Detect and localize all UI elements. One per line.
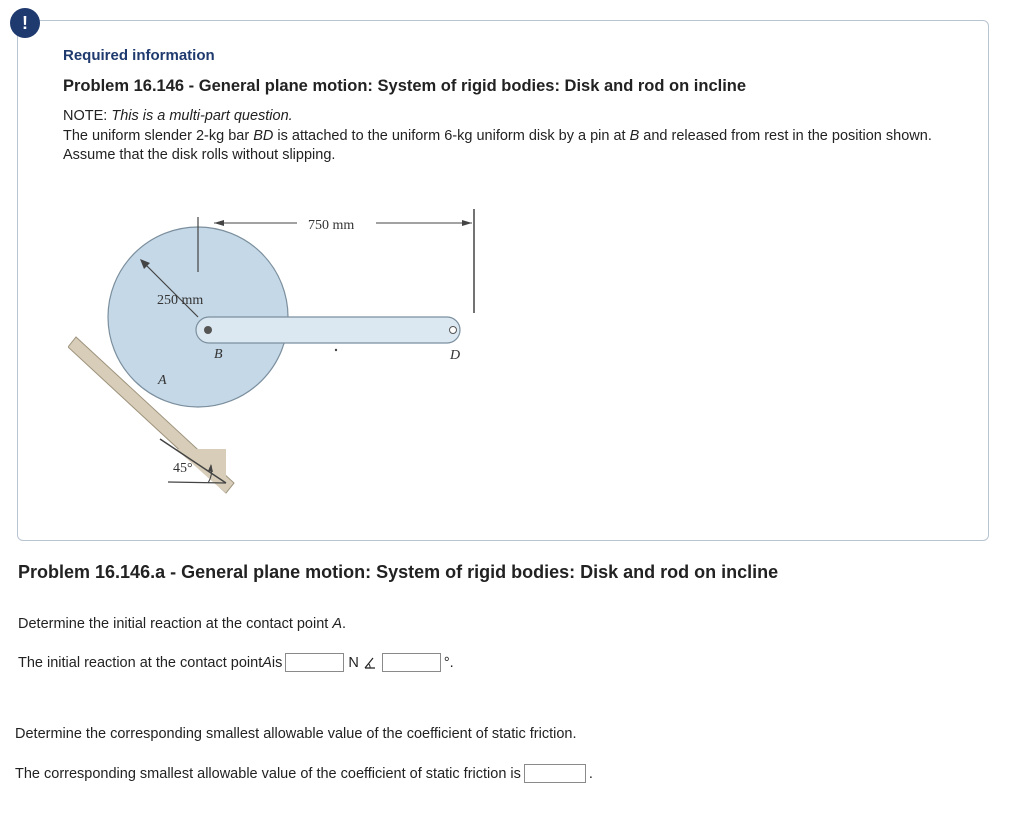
dimension-arrow-left bbox=[214, 220, 224, 226]
rod-bd bbox=[196, 317, 460, 343]
disk-rod-figure bbox=[68, 187, 508, 507]
question-friction: Determine the corresponding smallest allowable value of the coefficient of static friction. bbox=[15, 726, 577, 742]
problem-description: The uniform slender 2-kg bar BD is attached to the uniform 6-kg uniform disk by a pin at B and released from rest in the position shown. Assume that the disk rolls without slipping. bbox=[63, 128, 932, 163]
degree-symbol: °. bbox=[443, 654, 454, 671]
angle-45-label: 45° bbox=[173, 461, 193, 476]
answer-reaction-row: The initial reaction at the contact point A is N °. bbox=[18, 654, 454, 671]
unit-newton: N bbox=[348, 654, 359, 671]
required-information-label: Required information bbox=[63, 47, 215, 64]
friction-coefficient-input[interactable] bbox=[524, 764, 586, 783]
required-info-panel bbox=[17, 20, 989, 541]
reaction-angle-input[interactable] bbox=[382, 653, 441, 672]
dimension-arrow-right bbox=[462, 220, 472, 226]
part-a-title: Problem 16.146.a - General plane motion: System of rigid bodies: Disk and rod on incline bbox=[18, 562, 779, 582]
reaction-magnitude-input[interactable] bbox=[285, 653, 344, 672]
angle-symbol-icon bbox=[363, 656, 377, 670]
pin-b bbox=[204, 326, 212, 334]
dimension-750-label: 750 mm bbox=[308, 218, 355, 233]
note-text: NOTE: This is a multi-part question. bbox=[63, 108, 293, 124]
problem-title: Problem 16.146 - General plane motion: System of rigid bodies: Disk and rod on incline bbox=[63, 77, 747, 95]
rod-center-dot bbox=[335, 349, 337, 351]
pin-d bbox=[450, 327, 457, 334]
label-a: A bbox=[158, 373, 167, 388]
answer-friction-row: The corresponding smallest allowable value of the coefficient of static friction is . bbox=[15, 765, 593, 782]
question-reaction: Determine the initial reaction at the contact point A. bbox=[18, 616, 347, 632]
radius-250-label: 250 mm bbox=[157, 293, 204, 308]
label-d: D bbox=[450, 348, 461, 363]
label-b: B bbox=[214, 347, 223, 362]
alert-icon: ! bbox=[10, 8, 40, 38]
